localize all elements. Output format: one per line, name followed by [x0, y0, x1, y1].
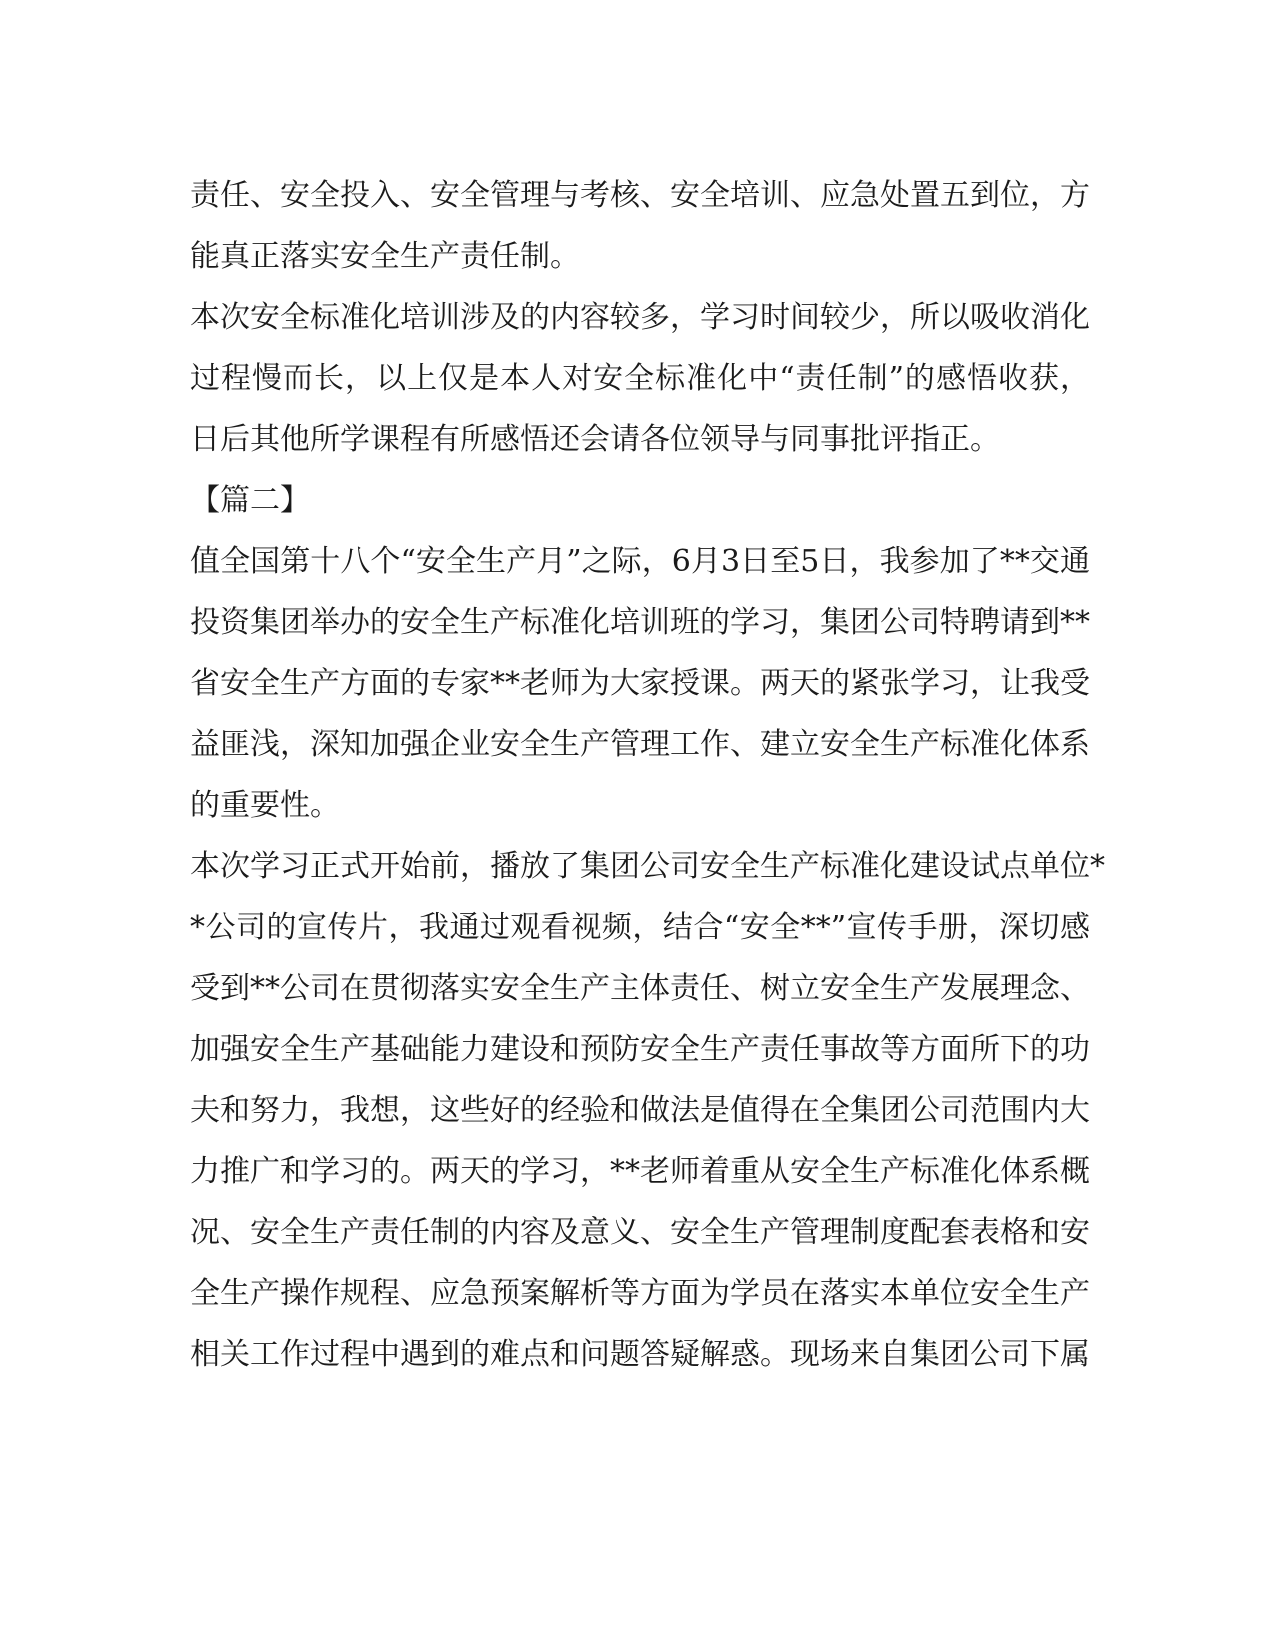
text-line-9: 省安全生产方面的专家**老师为大家授课。两天的紧张学习，让我受	[190, 666, 1090, 701]
section-heading: 【篇二】	[190, 483, 310, 518]
text-line-5: 日后其他所学课程有所感悟还会请各位领导与同事批评指正。	[190, 422, 1000, 457]
text-line-15: 加强安全生产基础能力建设和预防安全生产责任事故等方面所下的功	[190, 1032, 1090, 1067]
text-line-20: 相关工作过程中遇到的难点和问题答疑解惑。现场来自集团公司下属	[190, 1337, 1090, 1372]
text-line-11: 的重要性。	[190, 788, 340, 823]
text-line-3: 本次安全标准化培训涉及的内容较多，学习时间较少，所以吸收消化	[190, 300, 1090, 335]
document-body	[190, 165, 1105, 1385]
text-line-17: 力推广和学习的。两天的学习，**老师着重从安全生产标准化体系概	[190, 1154, 1090, 1189]
text-line-2: 能真正落实安全生产责任制。	[190, 239, 580, 274]
text-line-4: 过程慢而长，以上仅是本人对安全标准化中“责任制”的感悟收获，	[190, 361, 1090, 396]
text-line-12: 本次学习正式开始前，播放了集团公司安全生产标准化建设试点单位*	[190, 849, 1105, 884]
text-line-10: 益匪浅，深知加强企业安全生产管理工作、建立安全生产标准化体系	[190, 727, 1090, 762]
text-line-18: 况、安全生产责任制的内容及意义、安全生产管理制度配套表格和安	[190, 1215, 1090, 1250]
text-line-13: *公司的宣传片，我通过观看视频，结合“安全**”宣传手册，深切感	[190, 910, 1090, 945]
text-line-1: 责任、安全投入、安全管理与考核、安全培训、应急处置五到位，方	[190, 178, 1090, 213]
text-line-16: 夫和努力，我想，这些好的经验和做法是值得在全集团公司范围内大	[190, 1093, 1090, 1128]
text-line-19: 全生产操作规程、应急预案解析等方面为学员在落实本单位安全生产	[190, 1276, 1090, 1311]
text-line-8: 投资集团举办的安全生产标准化培训班的学习，集团公司特聘请到**	[190, 605, 1090, 640]
text-line-14: 受到**公司在贯彻落实安全生产主体责任、树立安全生产发展理念、	[190, 971, 1090, 1006]
text-line-7: 值全国第十八个“安全生产月”之际，6月3日至5日，我参加了**交通	[190, 544, 1090, 579]
